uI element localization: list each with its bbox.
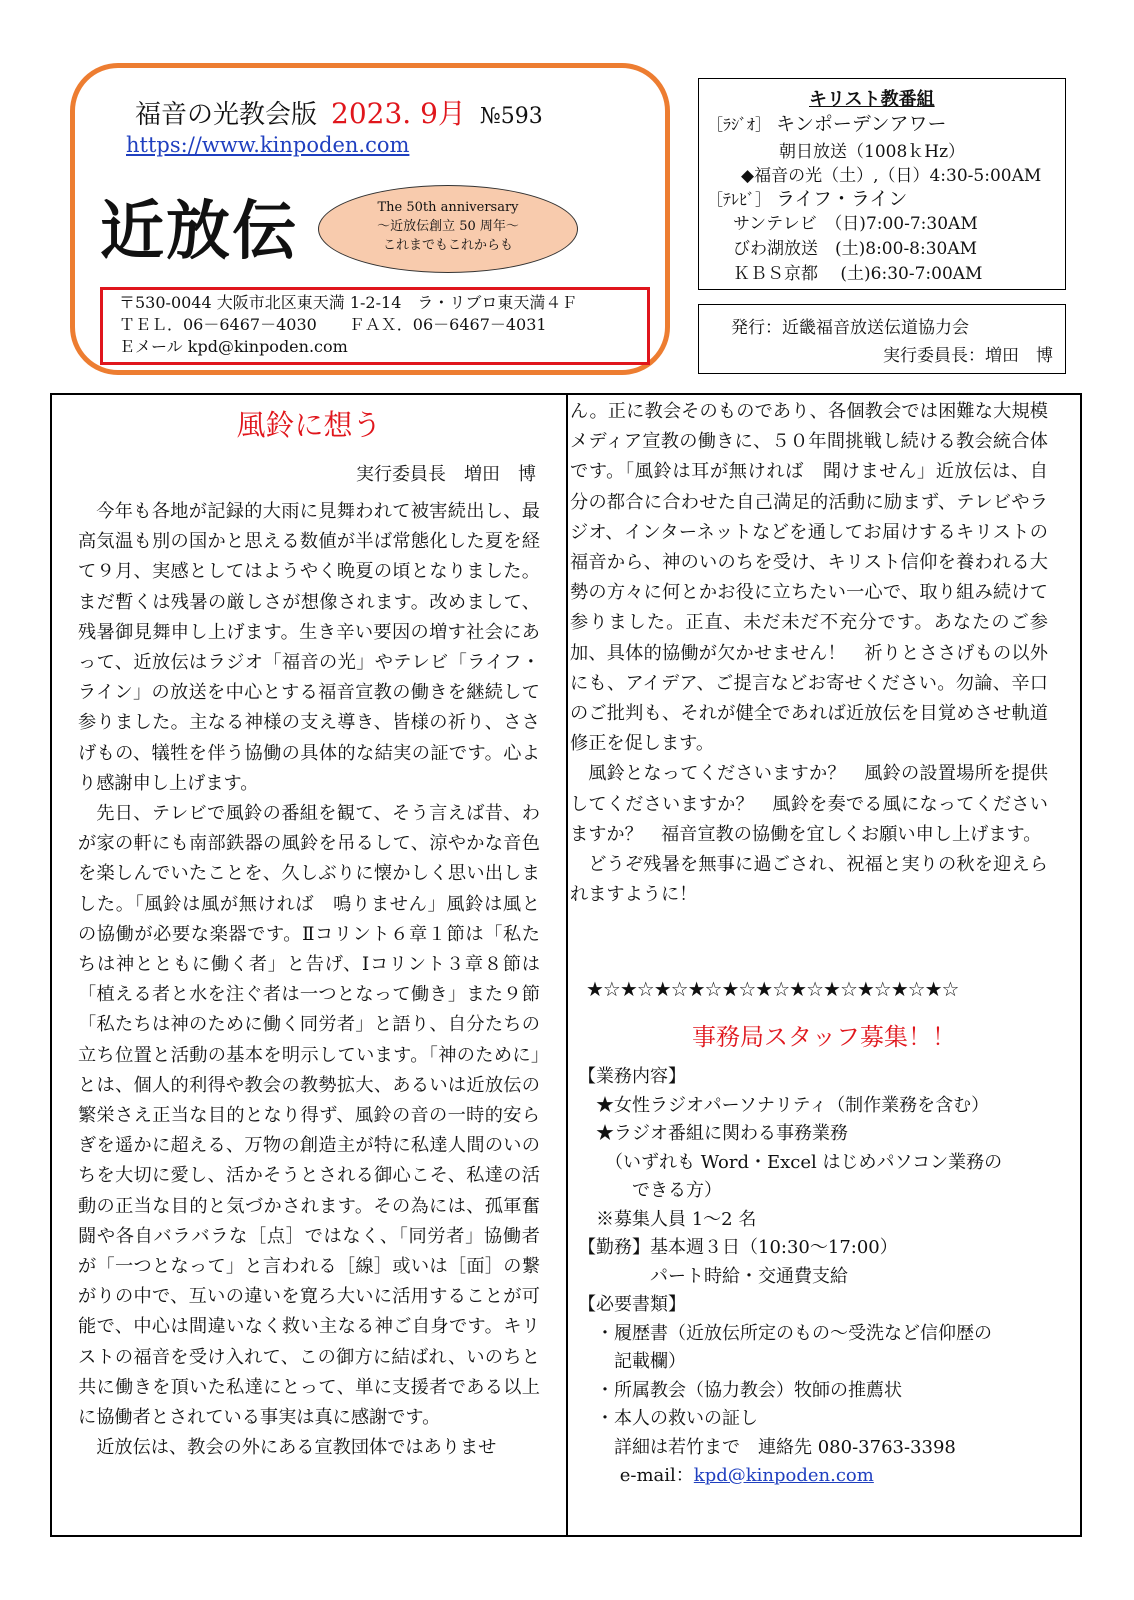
tv-program — [707, 184, 907, 211]
website-link[interactable]: https://www.kinpoden.com — [126, 133, 410, 157]
article-paragraph: どうぞ残暑を無事に過ごされ、祝福と実りの秋を迎えられますように！ — [570, 854, 1048, 906]
article-paragraph: ん。正に教会そのものであり、各個教会では困難な大規模メディア宣教の働きに、５０年間挑戦し続ける教会統合体です。「風鈴は耳が無ければ 聞けません」近放伝は、自分の都合に合わせた自己満足的活動に励まず、テレビやラジオ、インターネットなどを通してお届けするキリストの福音から、神のいのちを受け、キリスト信仰を養われる大勢の方々に何とかお役に立ちたい一心で、取り組み続けて参りました。正直、未だ未だ不充分です。あなたのご参加、具体的協働が欠かせません！ 祈りとささげもの以外にも、アイデア、ご提言などお寄せください。勿論、辛口のご批判も、それが健全であれば近放伝を目覚めさせ軌道修正を促します。 — [570, 401, 1048, 755]
article-body-left — [78, 497, 540, 1464]
tv-tag: ［ﾃﾚﾋﾞ］ — [707, 190, 772, 209]
newsletter-logo: 近放伝 — [100, 195, 298, 269]
publisher-chair: 実行委員長：増田 博 — [883, 346, 1053, 366]
tel-fax: ＴＥＬ．06－6467－4030 ＦＡＸ．06－6467－4031 — [119, 315, 547, 334]
article-body-right — [570, 397, 1048, 910]
program-box-title: キリスト教番組 — [809, 89, 935, 110]
recruit-line: 記載欄） — [578, 1351, 686, 1372]
article-column-right — [566, 393, 1082, 1537]
recruit-line: 【業務内容】 — [578, 1066, 686, 1087]
email-link[interactable]: kpd@kinpoden.com — [693, 1465, 874, 1486]
recruit-details — [578, 1063, 1002, 1491]
anniversary-line: ～近放伝創立 50 周年～ — [377, 219, 519, 234]
recruit-line: ・本人の救いの証し — [578, 1408, 758, 1429]
radio-program-name: キンポーデンアワー — [776, 113, 947, 135]
tv-time-slot: サンテレビ （日)7:00-7:30AM — [733, 214, 978, 234]
article-column-left — [50, 393, 568, 1537]
tv-time-slot: ＫＢＳ京都 (土)6:30-7:00AM — [733, 264, 983, 284]
recruit-line: 詳細は若竹まで 連絡先 080-3763-3398 — [578, 1436, 956, 1458]
issue-date: 2023. 9月 — [331, 97, 466, 130]
article-paragraph: 近放伝は、教会の外にある宣教団体ではありませ — [96, 1437, 497, 1459]
recruit-email-line — [578, 1462, 1002, 1491]
recruit-line: ★女性ラジオパーソナリティ（制作業務を含む） — [578, 1094, 990, 1116]
anniversary-line: これまでもこれからも — [382, 238, 513, 253]
recruit-line: できる方） — [578, 1180, 722, 1201]
recruit-line: ※募集人員 1～2 名 — [578, 1208, 757, 1230]
program-schedule-box — [698, 78, 1066, 290]
issue-number: №593 — [479, 104, 543, 129]
church-name: 福音の光教会版 — [135, 100, 318, 130]
tv-program-name: ライフ・ライン — [776, 188, 908, 210]
publisher-name: 発行：近畿福音放送伝道協力会 — [731, 318, 969, 338]
article-paragraph: 風鈴となってくださいますか？ 風鈴の設置場所を提供してくださいますか？ 風鈴を奏でる風になってくださいますか？ 福音宣教の協働を宜しくお願い申し上げます。 — [570, 763, 1048, 845]
article-byline: 実行委員長 増田 博 — [356, 464, 536, 485]
recruit-title: 事務局スタッフ募集！！ — [692, 1023, 956, 1051]
radio-tag: ［ﾗｼﾞｵ］ — [707, 115, 772, 134]
recruit-line: ★ラジオ番組に関わる事務業務 — [578, 1123, 848, 1144]
article-paragraph: 先日、テレビで風鈴の番組を観て、そう言えば昔、わが家の軒にも南部鉄器の風鈴を吊るして、涼やかな音色を楽しんでいたことを、久しぶりに懐かしく思い出しました。「風鈴は風が無ければ 鳴りません」風鈴は風との協働が必要な楽器です。Ⅱコリント６章１節は「私たちは神とともに働く者」と告げ、Ⅰコリント３章８節は「植える者と水を注ぐ者は一つとなって働き」また９節「私たちは神のために働く同労者」と語り、自分たちの立ち位置と活動の基本を明示しています。「神のために」とは、個人的利得や教会の教勢拡大、あるいは近放伝の繁栄さえ正当な目的となり得ず、風鈴の音の一時的安らぎを遥かに超える、万物の創造主が特に私達人間のいのちを大切に愛し、活かそうとされる御心こそ、私達の活動の正当な目的と気づかされます。その為には、孤軍奮闘や各自バラバラな［点］ではなく、「同労者」協働者が「一つとなって」と言われる［線］或いは［面］の繋がりの中で、互いの違いを寛ろ大いに活用することが可能で、中心は間違いなく救い主なる神ご自身です。キリストの福音を受け入れて、この御方に結ばれ、いのちと共に働きを頂いた私達にとって、単に支援者である以上に協働者とされている事実は真に感謝です。 — [78, 803, 540, 1429]
email-address: Ｅメール kpd@kinpoden.com — [119, 337, 348, 356]
tv-time-slot: びわ湖放送 (土)8:00-8:30AM — [733, 239, 978, 259]
star-divider: ★☆★☆★☆★☆★☆★☆★☆★☆★☆★☆★☆ — [586, 977, 959, 1001]
edition-line — [135, 92, 543, 132]
anniversary-badge — [318, 185, 578, 273]
publisher-box — [698, 304, 1066, 374]
recruit-line: 【勤務】基本週３日（10:30～17:00） — [578, 1237, 898, 1258]
article-paragraph: 今年も各地が記録的大雨に見舞われて被害続出し、最高気温も別の国かと思える数値が半ば常態化した夏を経て９月、実感としてはようやく晩夏の頃となりました。まだ暫くは残暑の厳しさが想像されます。改めまして、残暑御見舞申し上げます。生き辛い要因の増す社会にあって、近放伝はラジオ「福音の光」やテレビ「ライフ・ライン」の放送を中心とする福音宣教の働きを継続して参りました。主なる神様の支え導き、皆様の祈り、ささげもの、犠牲を伴う協働の具体的な結実の証です。心より感謝申し上げます。 — [78, 501, 540, 794]
recruit-line: 【必要書類】 — [578, 1294, 686, 1315]
recruit-line: ・所属教会（協力教会）牧師の推薦状 — [578, 1379, 902, 1401]
recruit-line: （いずれも Word・Excel はじめパソコン業務の — [578, 1151, 1003, 1173]
contact-box — [100, 287, 650, 365]
article-title: 風鈴に想う — [236, 408, 382, 442]
radio-station: 朝日放送（1008ｋHz） — [779, 142, 966, 162]
radio-time-slot: ◆福音の光（土）,（日）4:30-5:00AM — [741, 166, 1042, 186]
email-label: e-mail： — [619, 1465, 694, 1486]
anniversary-line: The 50th anniversary — [377, 200, 519, 215]
postal-address: 〒530-0044 大阪市北区東天満 1-2-14 ラ・リブロ東天満４Ｆ — [119, 293, 578, 312]
radio-program — [707, 109, 947, 136]
recruit-line: ・履歴書（近放伝所定のもの～受洗など信仰歴の — [578, 1322, 992, 1344]
recruit-line: パート時給・交通費支給 — [578, 1265, 848, 1287]
